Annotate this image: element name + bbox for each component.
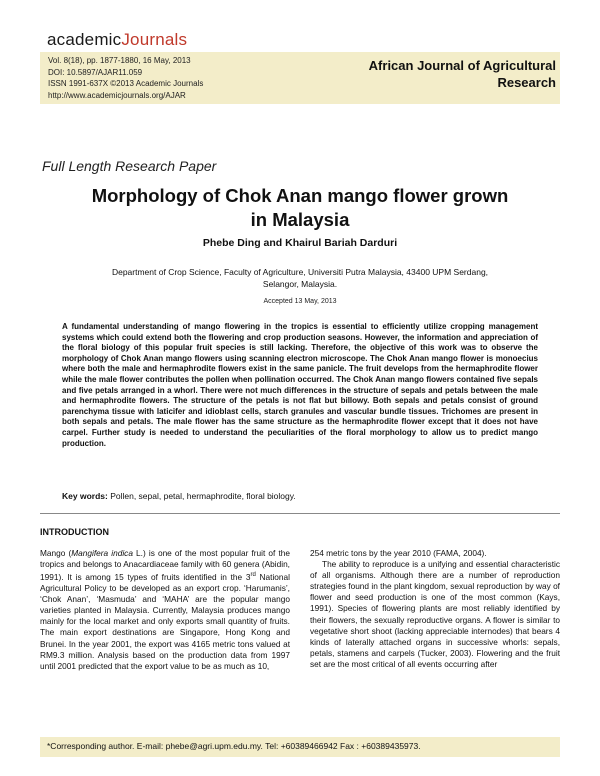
section-divider (40, 513, 560, 514)
meta-issn: ISSN 1991-637X ©2013 Academic Journals (48, 79, 204, 88)
journal-name (296, 57, 556, 91)
title-line2: in Malaysia (250, 209, 350, 230)
intro-paragraph-continued: 254 metric tons by the year 2010 (FAMA, 2004). (310, 548, 487, 558)
keywords-label: Key words: (62, 491, 108, 501)
keywords-text: Pollen, sepal, petal, hermaphrodite, floral biology. (110, 491, 296, 501)
abstract: A fundamental understanding of mango flowering in the tropics is essential to efficiently utilize cropping management systems which could extend both the flowering and crop production seasons. However, the information and appreciation of the floral biology of this popular fruit species is still lacking. Therefore, the objective of this work was to observe the morphology of Chok Anan mango flowers using scanning electron microscope. The Chok Anan mango flower is monoecius where both the male and hermaphrodite flowers exist in the same panicle. The fruit develops from the hermaphrodite flower while the male flower contributes the pollen when pollination occurred. The Chok Anan mango flowers contained five sepals and five petals arranged in a whorl. There were not much differences in the structure of sepals and petals between the male and hermaphrodite flowers. The structure of the petals is not flat but billowy. Both sepals and petals consist of ground parenchyma tissue with laticifer and idioblast cells, starch granules and vascular bundle tissues. Trichomes are present in both sepals and petals. The male flower has the same structure as the hermaphrodite flower except that it does not have carpel. Further study is needed to understand the peculiarities of the floral morphology to allow us to predict mango production. (62, 322, 538, 448)
affiliation-line1: Department of Crop Science, Faculty of Agriculture, Universiti Putra Malaysia, 43400 UPM Serdang, (111, 267, 489, 277)
meta-volume: Vol. 8(18), pp. 1877-1880, 16 May, 2013 (48, 56, 191, 65)
authors: Phebe Ding and Khairul Bariah Darduri (202, 237, 398, 249)
logo-prefix: academic (47, 30, 122, 49)
species-name: Mangifera indica (71, 548, 133, 558)
right-column (310, 548, 560, 670)
introduction-heading: INTRODUCTION (40, 527, 109, 537)
affiliation-line2: Selangor, Malaysia. (262, 279, 338, 289)
paper-title (40, 184, 560, 232)
journal-name-line2: Research (497, 75, 556, 90)
affiliation (70, 266, 530, 290)
left-column (40, 548, 290, 672)
publisher-logo (47, 30, 187, 50)
logo-suffix: Journals (121, 30, 188, 49)
meta-doi[interactable]: DOI: 10.5897/AJAR11.059 (48, 67, 143, 77)
journal-name-line1: African Journal of Agricultural (368, 58, 556, 73)
title-line1: Morphology of Chok Anan mango flower grown (91, 185, 509, 206)
paper-type: Full Length Research Paper (42, 158, 217, 174)
intro-paragraph-1: Mango (Mangifera indica L.) is one of the most popular fruit of the tropics and belongs to Anacardiaceae family with 60 genera (Abidin, 1991). It is among 15 types of fruits identified in the 3rd National Agricultural Policy to be developed as an export crop. ‘Harumanis’, ‘Chok Anan’, ‘Masmuda’ and ‘MAHA’ are the popular mango varieties planted in Malaysia. Currently, Malaysia produces mango mainly for the local market and only exports small quantity of fruits. The main export destinations are Singapore, Hong Kong and Brunei. In the year 2001, the export was 4165 metric tons valued at RM9.3 million. Analysis based on the production data from 1997 until 2001 predicted that the export value to be as much as 10, (40, 548, 290, 671)
citation-meta (48, 55, 203, 101)
intro-paragraph-2: The ability to reproduce is a unifying and essential characteristic of all organisms. Although there are a number of reproduction strategies found in the plant kingdom, sexual reproduction by way of flower and seed production is one of the most common (Kays, 1991). Species of flowering plants are most reliably identified by their flowers, the sexually reproductive organs. A flower is similar to vegetative short shoot (lacking appreciable internodes) that bears 4 kinds of laterally attached organs in successive whorls: sepals, petals, stamens and carpels (Tucker, 2003). Flowering and the fruit set are the most critical of all events occurring after (310, 559, 560, 669)
keywords (62, 491, 538, 501)
accepted-date: Accepted 13 May, 2013 (263, 298, 337, 305)
meta-url[interactable]: http://www.academicjournals.org/AJAR (48, 90, 186, 100)
corresponding-author-footnote: *Corresponding author. E-mail: phebe@agri.upm.edu.my. Tel: +60389466942 Fax : +60389435973. (47, 741, 421, 751)
